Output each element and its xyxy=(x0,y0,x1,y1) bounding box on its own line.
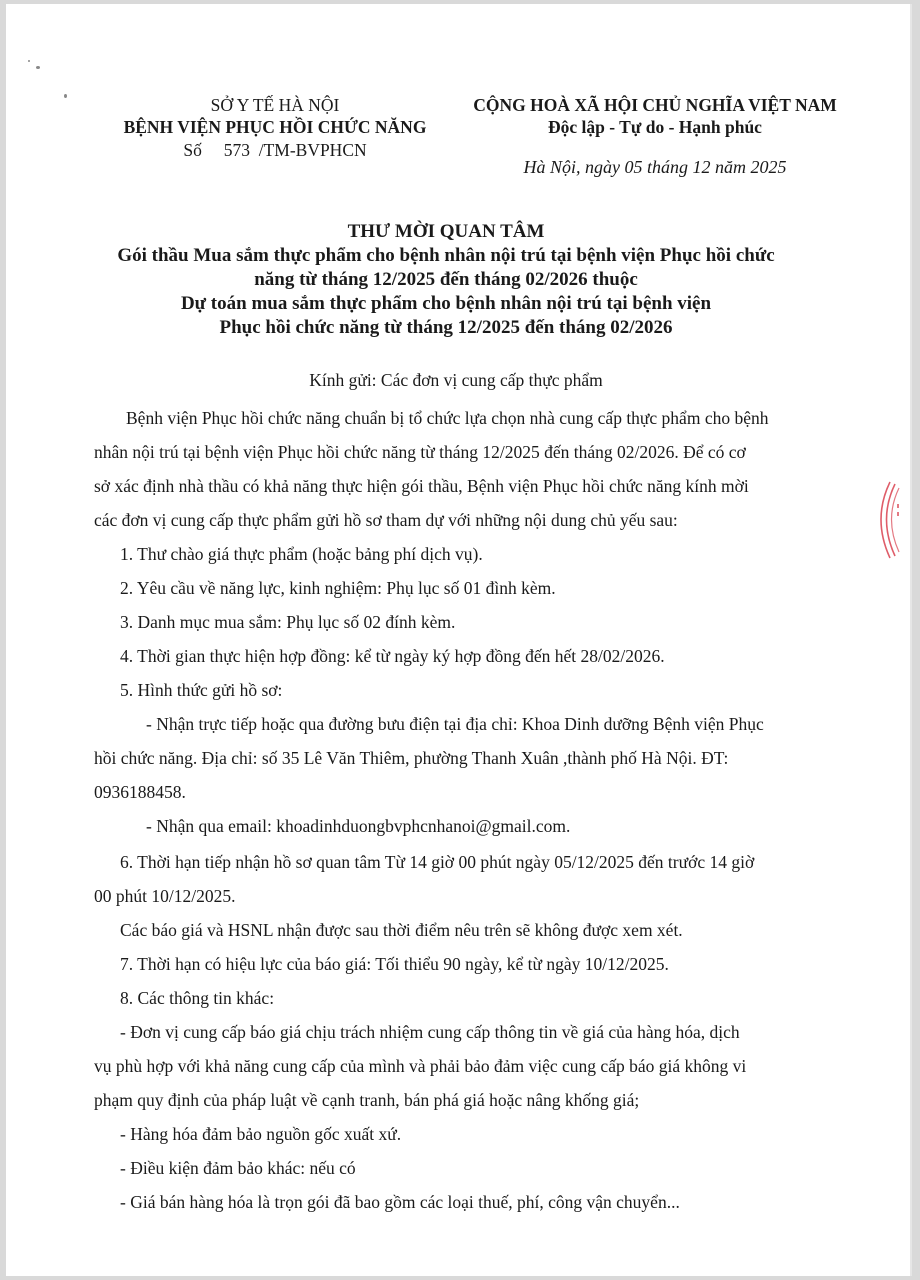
item-6-line-1: 6. Thời hạn tiếp nhận hồ sơ quan tâm Từ 14 giờ 00 phút ngày 05/12/2025 đến trước 14 giờ xyxy=(120,852,755,872)
intro-line-2: nhân nội trú tại bệnh viện Phục hồi chức năng từ tháng 12/2025 đến tháng 02/2026. Để có cơ xyxy=(94,442,746,462)
recipient: Kính gửi: Các đơn vị cung cấp thực phẩm xyxy=(309,370,603,390)
package-title-line-4: Phục hồi chức năng từ tháng 12/2025 đến tháng 02/2026 xyxy=(219,317,673,338)
document-number: Số 573 /TM-BVPHCN xyxy=(183,140,367,160)
intro-line-3: sở xác định nhà thầu có khả năng thực hiện gói thầu, Bệnh viện Phục hồi chức năng kính mời xyxy=(94,476,749,496)
item-6-line-2: 00 phút 10/12/2025. xyxy=(94,886,236,906)
package-title-line-1: Gói thầu Mua sắm thực phẩm cho bệnh nhân nội trú tại bệnh viện Phục hồi chức xyxy=(117,245,775,266)
place-date: Hà Nội, ngày 05 tháng 12 năm 2025 xyxy=(523,157,787,177)
item-6-note: Các báo giá và HSNL nhận được sau thời điểm nêu trên sẽ không được xem xét. xyxy=(120,920,683,940)
item-7: 7. Thời hạn có hiệu lực của báo giá: Tối thiểu 90 ngày, kể từ ngày 10/12/2025. xyxy=(120,954,669,974)
item-8c: - Điều kiện đảm bảo khác: nếu có xyxy=(120,1158,356,1178)
hospital-name: BỆNH VIỆN PHỤC HỒI CHỨC NĂNG xyxy=(123,117,427,137)
intro-line-1: Bệnh viện Phục hồi chức năng chuẩn bị tổ chức lựa chọn nhà cung cấp thực phẩm cho bệnh xyxy=(126,408,769,428)
department-name: SỞ Y TẾ HÀ NỘI xyxy=(210,95,340,115)
item-2: 2. Yêu cầu về năng lực, kinh nghiệm: Phụ lục số 01 đình kèm. xyxy=(120,578,556,598)
item-8d: - Giá bán hàng hóa là trọn gói đã bao gồm các loại thuế, phí, công vận chuyển... xyxy=(120,1192,680,1212)
letter-title: THƯ MỜI QUAN TÂM xyxy=(347,221,545,242)
item-1: 1. Thư chào giá thực phẩm (hoặc bảng phí dịch vụ). xyxy=(120,544,483,564)
document-page xyxy=(6,4,912,1276)
national-motto: Độc lập - Tự do - Hạnh phúc xyxy=(548,117,762,137)
item-5: 5. Hình thức gửi hồ sơ: xyxy=(120,680,283,700)
item-8a-line-2: vụ phù hợp với khả năng cung cấp của mình và phải bảo đảm việc cung cấp báo giá không vi xyxy=(94,1056,747,1076)
intro-line-4: các đơn vị cung cấp thực phẩm gửi hồ sơ tham dự với những nội dung chủ yếu sau: xyxy=(94,510,678,530)
body xyxy=(6,4,912,1276)
item-5b-email[interactable]: - Nhận qua email: khoadinhduongbvphcnhanoi@gmail.com. xyxy=(146,816,571,836)
item-4: 4. Thời gian thực hiện hợp đồng: kể từ ngày ký hợp đồng đến hết 28/02/2026. xyxy=(120,646,665,666)
red-stamp-icon xyxy=(868,474,920,564)
item-5a-line-2: hồi chức năng. Địa chỉ: số 35 Lê Văn Thiêm, phường Thanh Xuân ,thành phố Hà Nội. ĐT: xyxy=(94,748,729,768)
item-3: 3. Danh mục mua sắm: Phụ lục số 02 đính kèm. xyxy=(120,612,456,632)
item-8b: - Hàng hóa đảm bảo nguồn gốc xuất xứ. xyxy=(120,1124,402,1144)
item-5a-line-1: - Nhận trực tiếp hoặc qua đường bưu điện tại địa chỉ: Khoa Dinh dưỡng Bệnh viện Phục xyxy=(146,714,764,734)
package-title-line-3: Dự toán mua sắm thực phẩm cho bệnh nhân nội trú tại bệnh viện xyxy=(180,293,712,314)
package-title-line-2: năng từ tháng 12/2025 đến tháng 02/2026 thuộc xyxy=(254,269,638,290)
nation-name: CỘNG HOÀ XÃ HỘI CHỦ NGHĨA VIỆT NAM xyxy=(473,95,837,115)
item-8a-line-3: phạm quy định của pháp luật về cạnh tranh, bán phá giá hoặc nâng khống giá; xyxy=(94,1090,640,1110)
item-8a-line-1: - Đơn vị cung cấp báo giá chịu trách nhiệm cung cấp thông tin về giá của hàng hóa, dịch xyxy=(120,1022,740,1042)
item-8: 8. Các thông tin khác: xyxy=(120,988,275,1008)
item-5a-line-3: 0936188458. xyxy=(94,782,186,802)
